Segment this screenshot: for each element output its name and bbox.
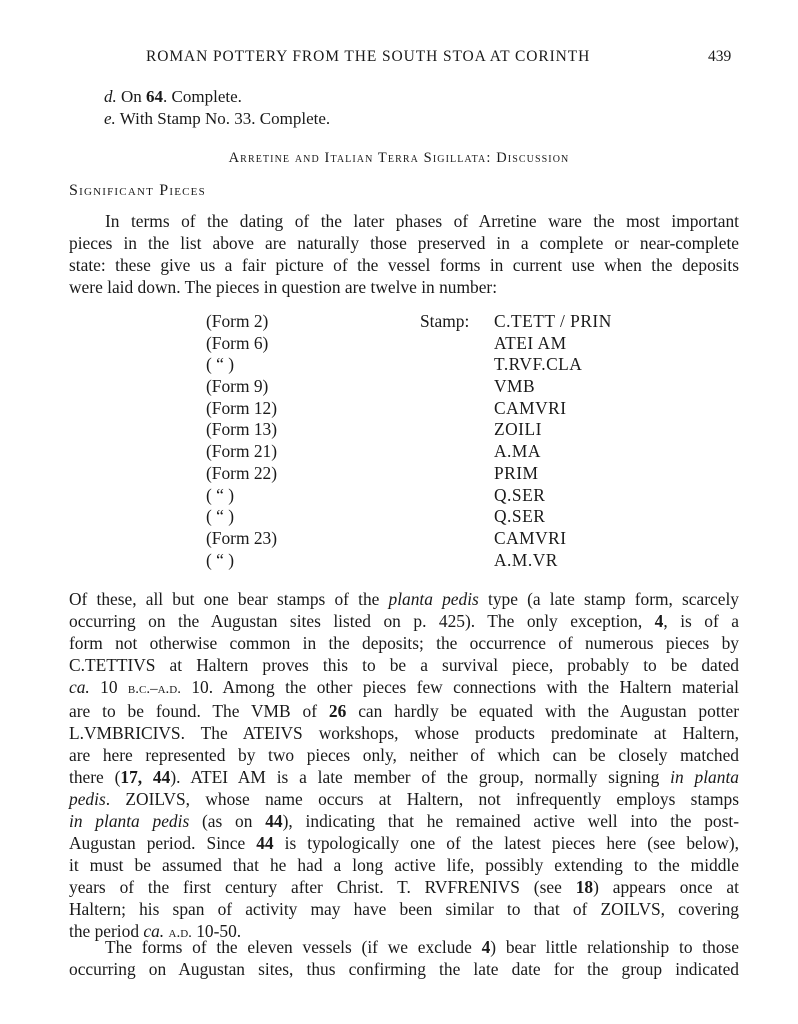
- piece-form: (Form 22): [206, 462, 278, 483]
- note-letter: e.: [104, 109, 116, 128]
- text-line: in planta pedis (as on 44), indicating that he remained active well into the post-: [69, 811, 739, 831]
- note-text: With Stamp No. 33. Complete.: [119, 109, 331, 128]
- text-line: pieces in the list above are naturally those preserved in a complete or near-complete: [69, 233, 739, 253]
- piece-form: ( “ ): [206, 506, 234, 527]
- piece-form: (Form 23): [206, 527, 278, 548]
- intro-paragraph: [69, 210, 739, 298]
- text-line: The forms of the eleven vessels (if we exclude 4) bear little relationship to those: [105, 937, 740, 957]
- note-ref: 64: [146, 87, 164, 106]
- piece-form: (Form 13): [206, 419, 278, 440]
- text-line: years of the first century after Christ. T. RVFRENIVS (see 18) appears once at: [69, 877, 739, 897]
- piece-form: ( “ ): [206, 354, 234, 375]
- text-line: L.VMBRICIVS. The ATEIVS workshops, whose products predominate at Haltern,: [69, 723, 739, 743]
- piece-stamp: T.RVF.CLA: [494, 354, 583, 375]
- text-line: it must be assumed that he had a long active life, possibly extending to the middle: [69, 855, 739, 875]
- piece-form: (Form 2): [206, 311, 269, 331]
- piece-form: (Form 12): [206, 397, 278, 418]
- text-line: C.TETTIVS at Haltern proves this to be a survival piece, probably to be dated: [69, 655, 739, 675]
- running-header: [0, 48, 798, 70]
- piece-form: (Form 21): [206, 441, 278, 462]
- piece-form: (Form 6): [206, 332, 269, 353]
- note-letter: d.: [104, 87, 117, 106]
- page-number: 439: [708, 48, 732, 65]
- stamp-label: Stamp:: [420, 311, 470, 331]
- piece-stamp: C.TETT / PRIN: [494, 311, 612, 331]
- text-line: Haltern; his span of activity may have been similar to that of ZOILVS, covering: [69, 899, 739, 919]
- piece-form: ( “ ): [206, 484, 234, 505]
- text-line: Augustan period. Since 44 is typologically one of the latest pieces here (see below),: [69, 833, 739, 853]
- text-line: there (17, 44). ATEI AM is a late member of the group, normally signing in planta: [69, 767, 739, 787]
- text-line: state: these give us a fair picture of the vessel forms in current use when the deposits: [69, 255, 739, 275]
- catalogue-notes: [104, 86, 330, 130]
- piece-form: (Form 9): [206, 376, 269, 397]
- piece-stamp: A.M.VR: [494, 549, 558, 570]
- piece-stamp: ZOILI: [494, 419, 542, 440]
- discussion-paragraph: [69, 588, 739, 944]
- piece-form: ( “ ): [206, 549, 234, 570]
- text-line: the period ca. a.d. 10-50.: [69, 921, 242, 941]
- text-line: form not otherwise common in the deposits; the occurrence of numerous pieces by: [69, 633, 739, 653]
- note-text: On: [121, 87, 147, 106]
- piece-stamp: CAMVRI: [494, 397, 567, 418]
- piece-stamp: A.MA: [494, 441, 541, 462]
- text-line: Of these, all but one bear stamps of the planta pedis type (a late stamp form, scarcely: [69, 589, 739, 609]
- running-title: ROMAN POTTERY FROM THE SOUTH STOA AT CORINTH: [146, 48, 591, 65]
- piece-stamp: Q.SER: [494, 506, 546, 527]
- note-d: [104, 86, 330, 108]
- piece-stamp: Q.SER: [494, 484, 546, 505]
- text-line: are to be found. The VMB of 26 can hardly be equated with the Augustan potter: [69, 701, 739, 721]
- piece-stamp: CAMVRI: [494, 527, 567, 548]
- text-line: pedis. ZOILVS, whose name occurs at Haltern, not infrequently employs stamps: [69, 789, 739, 809]
- text-line: ca. 10 b.c.–a.d. 10. Among the other pieces few connections with the Haltern material: [69, 677, 739, 697]
- text-line: are here represented by two pieces only, neither of which can be closely matched: [69, 745, 739, 765]
- final-paragraph: [69, 936, 739, 980]
- note-text: . Complete.: [163, 87, 242, 106]
- text-line: In terms of the dating of the later phases of Arretine ware the most important: [105, 211, 739, 231]
- piece-stamp: VMB: [494, 376, 536, 397]
- text-line: were laid down. The pieces in question are twelve in number:: [69, 277, 498, 297]
- note-e: [104, 108, 330, 130]
- text-line: occurring on the Augustan sites listed on p. 425). The only exception, 4, is of a: [69, 611, 739, 631]
- piece-stamp: PRIM: [494, 462, 539, 483]
- piece-stamp: ATEI AM: [494, 332, 567, 353]
- sub-heading: Significant Pieces: [69, 182, 206, 199]
- section-heading: Arretine and Italian Terra Sigillata: Discussion: [228, 150, 570, 166]
- text-line: occurring on Augustan sites, thus confirming the late date for the group indicated: [69, 959, 739, 979]
